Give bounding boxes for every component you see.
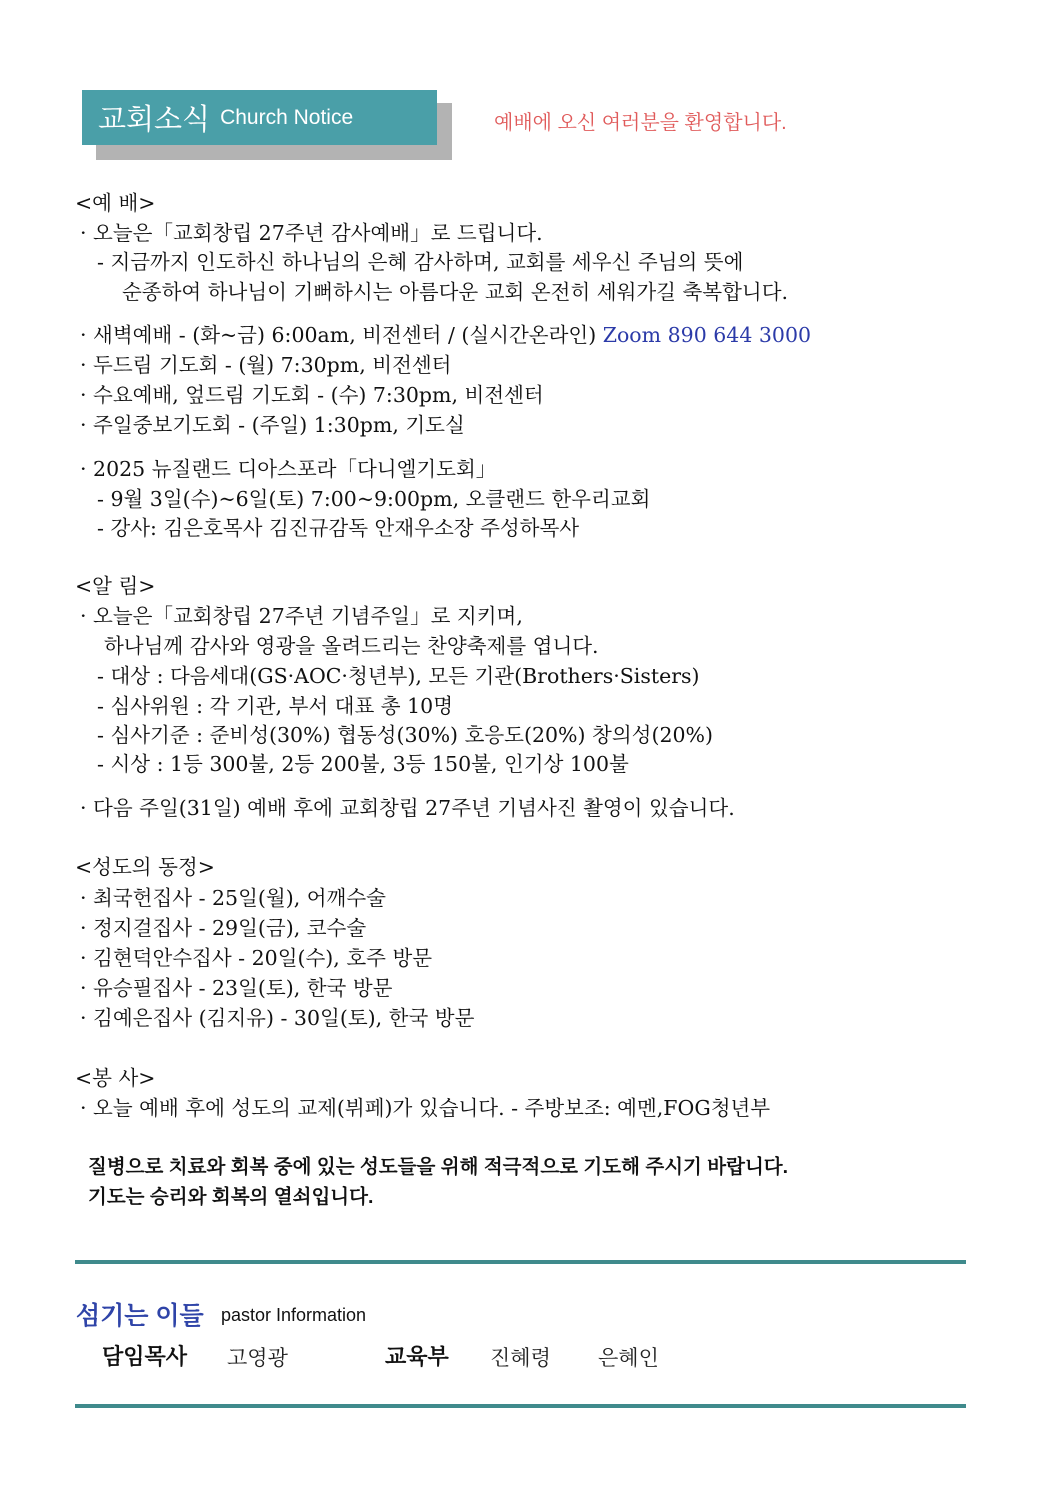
worship-line-4: [80, 321, 811, 349]
worship-line-9: - 9월 3일(수)~6일(토) 7:00~9:00pm, 오클랜드 한우리교회: [97, 487, 651, 511]
notice-line-5: - 심사기준 : 준비성(30%) 협동성(30%) 호응도(20%) 창의성(20%): [97, 723, 714, 747]
senior-pastor-role: 담임목사: [102, 1344, 188, 1369]
worship-line-2: - 지금까지 인도하신 하나님의 은혜 감사하며, 교회를 세우신 주님의 뜻에: [97, 250, 744, 274]
worship-line-6: · 수요예배, 엎드림 기도회 - (수) 7:30pm, 비전센터: [80, 383, 544, 407]
members-line-5: · 김예은집사 (김지유) - 30일(토), 한국 방문: [80, 1006, 475, 1030]
notice-line-7: · 다음 주일(31일) 예배 후에 교회창립 27주년 기념사진 촬영이 있습니다.: [80, 796, 735, 820]
notice-line-1: · 오늘은「교회창립 27주년 기념주일」로 지키며,: [80, 604, 523, 628]
service-heading: <봉 사>: [75, 1066, 156, 1090]
header-title-ko: 교회소식: [98, 104, 211, 136]
header-banner: [82, 90, 437, 145]
prayer-line-1: 질병으로 치료와 회복 중에 있는 성도들을 위해 적극적으로 기도해 주시기 바랍니다.: [88, 1156, 789, 1178]
servers-subtitle: pastor Information: [221, 1305, 367, 1325]
notice-line-3: - 대상 : 다음세대(GS·AOC·청년부), 모든 기관(Brothers·Sisters): [97, 664, 700, 688]
worship-line-7: · 주일중보기도회 - (주일) 1:30pm, 기도실: [80, 413, 465, 437]
header-title-en: Church Notice: [220, 105, 354, 129]
servers-title: 섬기는 이들: [76, 1302, 204, 1330]
education-role: 교육부: [385, 1344, 449, 1369]
dawn-service-text: · 새벽예배 - (화~금) 6:00am, 비전센터 / (실시간온라인): [80, 323, 603, 347]
worship-line-1: · 오늘은「교회창립 27주년 감사예배」로 드립니다.: [80, 221, 543, 245]
worship-heading: <예 배>: [75, 191, 156, 215]
prayer-line-2: 기도는 승리와 회복의 열쇠입니다.: [88, 1186, 374, 1208]
education-name-1: 진혜령: [490, 1347, 551, 1370]
members-line-1: · 최국헌집사 - 25일(월), 어깨수술: [80, 886, 386, 910]
notice-line-6: - 시상 : 1등 300불, 2등 200불, 3등 150불, 인기상 100불: [97, 752, 629, 776]
senior-pastor-name: 고영광: [227, 1347, 288, 1370]
divider-top: [75, 1260, 966, 1264]
members-line-2: · 정지걸집사 - 29일(금), 코수술: [80, 916, 367, 940]
notice-line-4: - 심사위원 : 각 기관, 부서 대표 총 10명: [97, 694, 454, 718]
welcome-message: 예배에 오신 여러분을 환영합니다.: [494, 112, 787, 134]
worship-line-10: - 강사: 김은호목사 김진규감독 안재우소장 주성하목사: [97, 516, 580, 540]
service-line-1: · 오늘 예배 후에 성도의 교제(뷔페)가 있습니다. - 주방보조: 예멘,FOG청년부: [80, 1096, 771, 1120]
members-line-3: · 김현덕안수집사 - 20일(수), 호주 방문: [80, 946, 433, 970]
divider-bottom: [75, 1404, 966, 1408]
worship-line-3: 순종하여 하나님이 기뻐하시는 아름다운 교회 온전히 세워가길 축복합니다.: [122, 280, 789, 304]
worship-line-8: · 2025 뉴질랜드 디아스포라「다니엘기도회」: [80, 457, 497, 481]
members-line-4: · 유승필집사 - 23일(토), 한국 방문: [80, 976, 393, 1000]
worship-line-5: · 두드림 기도회 - (월) 7:30pm, 비전센터: [80, 353, 452, 377]
notice-line-2: 하나님께 감사와 영광을 올려드리는 찬양축제를 엽니다.: [104, 634, 599, 658]
notice-heading: <알 림>: [75, 574, 156, 598]
members-heading: <성도의 동정>: [75, 855, 215, 879]
zoom-id: Zoom 890 644 3000: [602, 323, 812, 347]
education-name-2: 은혜인: [598, 1347, 659, 1370]
